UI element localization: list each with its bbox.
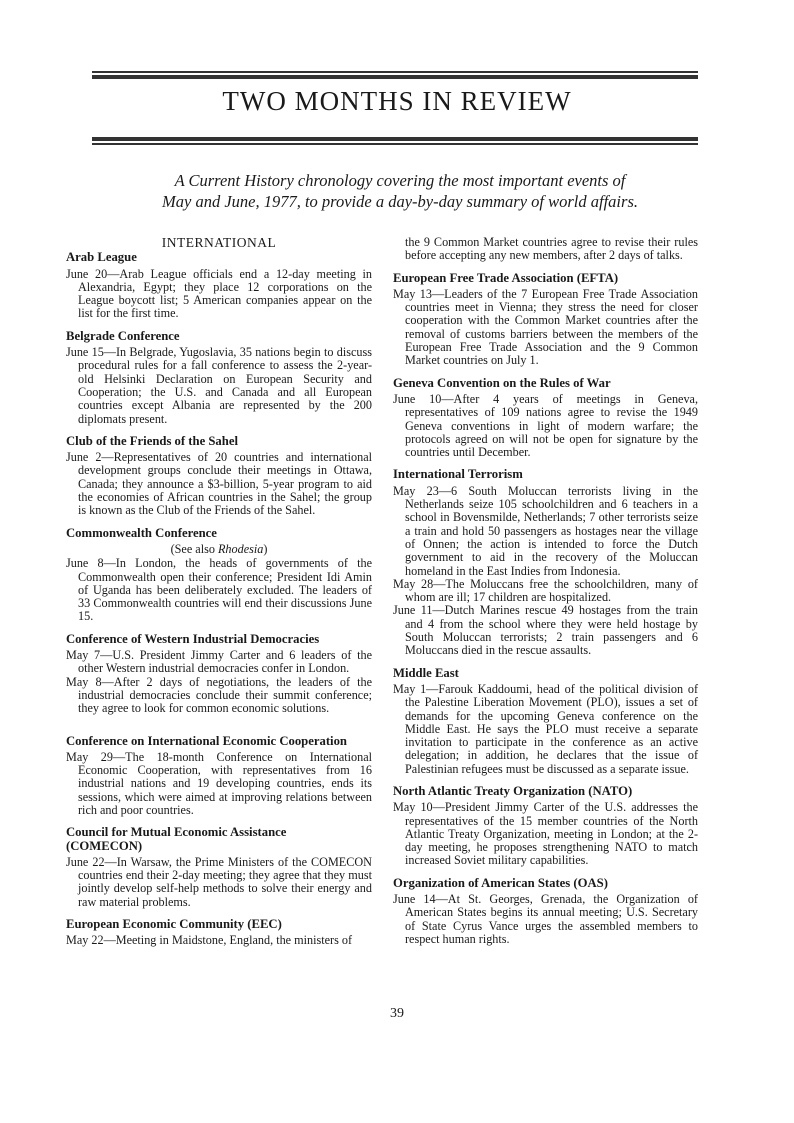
entry-efta-1: May 13—Leaders of the 7 European Free Trade Association countries meet in Vienna; they stress the need for closer cooperation with the Common Market countries after the removal of customs barriers between the members of the European Free Trade Association and the 9 Common Market countries on July 1. <box>393 286 698 368</box>
section-heading: INTERNATIONAL <box>161 235 277 250</box>
entry-western-2: May 8—After 2 days of negotiations, the leaders of the industrial democracies conclude their summit conference; they agree to look for common economic solutions. <box>66 674 372 716</box>
org-heading-eec: European Economic Community (EEC) <box>66 917 282 932</box>
entry-western-1: May 7—U.S. President Jimmy Carter and 6 leaders of the other Western industrial democracies confer in London. <box>66 648 372 676</box>
subtitle-line-2: May and June, 1977, to provide a day-by-day summary of world affairs. <box>162 192 638 211</box>
right-column <box>393 236 698 946</box>
entry-comecon-1: June 22—In Warsaw, the Prime Ministers of the COMECON countries end their 2-day meeting; they agree that they must jointly develop self-help methods to solve their energy and raw material problems. <box>66 854 372 909</box>
bottom-rule-thin <box>92 143 698 145</box>
page-title: TWO MONTHS IN REVIEW <box>222 86 572 116</box>
org-heading-sahel: Club of the Friends of the Sahel <box>66 433 238 448</box>
org-heading-terrorism: International Terrorism <box>393 467 523 482</box>
org-heading-comecon <box>66 826 372 853</box>
org-heading-comecon-name: Council for Mutual Economic Assistance <box>66 825 287 840</box>
page-number: 39 <box>390 1006 404 1021</box>
org-heading-commonwealth: Commonwealth Conference <box>66 525 217 540</box>
entry-terrorism-3: June 11—Dutch Marines rescue 49 hostages from the train and 4 from the school where they were held hostage by South Moluccan terrorists; 2 train passengers and 6 Moluccans died in the rescue assaults. <box>393 603 698 658</box>
subtitle-line-1: A Current History chronology covering the most important events of <box>174 171 626 190</box>
subtitle <box>100 170 700 212</box>
org-heading-middle-east: Middle East <box>393 665 459 680</box>
entry-middle-east-1: May 1—Farouk Kaddoumi, head of the political division of the Palestine Liberation Movement (PLO), issues a set of demands for the upcoming Geneva conference on the Middle East. He says the PLO must receive a separate invitation to participate in the conference as an active delegation; in addition, he declares that the issue of Palestinian refugees must be discussed as a separate issue. <box>393 681 698 776</box>
org-heading-comecon-sub: (COMECON) <box>66 838 143 853</box>
entry-sahel-1: June 2—Representatives of 20 countries and international development groups conclude their meetings in Ottawa, Canada; they announce a $3-billion, 5-year program to aid the economies of African countries in the Sahel; the group is known as the Club of the Friends of the Sahel. <box>66 450 372 518</box>
entry-eec-continued: the 9 Common Market countries agree to revise their rules before accepting any new members, after 2 days of talks. <box>405 235 698 263</box>
top-rule-thick <box>92 75 698 79</box>
entry-oas-1: June 14—At St. Georges, Grenada, the Organization of American States begins its annual meeting; U.S. Secretary of State Cyrus Vance urges the assembled members to respect human rights. <box>393 892 698 946</box>
spacer <box>66 716 372 726</box>
org-heading-oas: Organization of American States (OAS) <box>393 875 608 890</box>
org-heading-efta: European Free Trade Association (EFTA) <box>393 270 619 285</box>
top-rule-thin <box>92 71 698 73</box>
entry-geneva-1: June 10—After 4 years of meetings in Geneva, representatives of 109 nations agree to revise the 1949 Geneva conventions in light of modern warfare; the protocols agreed on will not be open for signature by the countries until December. <box>393 391 698 460</box>
org-heading-ciec: Conference on International Economic Cooperation <box>66 733 347 748</box>
org-heading-nato: North Atlantic Treaty Organization (NATO) <box>393 783 633 798</box>
entry-ciec-1: May 29—The 18-month Conference on International Economic Cooperation, with representatives from 16 industrial nations and 19 developing countries, ends its sessions, which were aimed at improving relations between rich and poor countries. <box>66 749 372 817</box>
org-heading-arab-league: Arab League <box>66 250 137 265</box>
entry-nato-1: May 10—President Jimmy Carter of the U.S. addresses the representatives of the 15 member countries of the North Atlantic Treaty Organization, meeting in London; at the 2-day meeting, he proposes strengthening NATO to match increased Soviet military capabilities. <box>393 800 698 868</box>
entry-terrorism-2: May 28—The Moluccans free the schoolchildren, many of whom are ill; 17 children are hospitalized. <box>393 576 698 605</box>
left-column <box>66 236 372 948</box>
org-heading-western-democracies: Conference of Western Industrial Democracies <box>66 631 320 646</box>
see-also-suffix: ) <box>263 541 268 556</box>
bottom-rule-thick <box>92 137 698 141</box>
entry-belgrade-1: June 15—In Belgrade, Yugoslavia, 35 nations begin to discuss procedural rules for a fall conference to assess the 2-year-old Helsinki Declaration on European Security and Cooperation; the U.S. and Canada and all European countries except Albania are represented by the 200 diplomats present. <box>66 345 372 426</box>
entry-terrorism-1: May 23—6 South Moluccan terrorists living in the Netherlands seize 105 schoolchildren and 6 teachers in a school in Bovensmilde, Netherlands; 7 other terrorists seize a train and hold 50 passengers as hostages near the village of Onnen; the action is intended to force the Dutch government to aid in the recovery of the Moluccan homeland in the East Indies from Indonesia. <box>393 483 698 578</box>
entry-commonwealth-1: June 8—In London, the heads of governments of the Commonwealth open their conference; President Idi Amin of Uganda has been deliberately excluded. The leaders of 33 Commonwealth countries will end their discussions June 15. <box>66 556 372 624</box>
see-also-ref: Rhodesia <box>217 541 264 556</box>
org-heading-belgrade: Belgrade Conference <box>66 328 180 343</box>
see-also-note <box>66 543 372 556</box>
see-also-prefix: (See also <box>170 541 218 556</box>
org-heading-geneva: Geneva Convention on the Rules of War <box>393 375 611 390</box>
entry-arab-league-1: June 20—Arab League officials end a 12-day meeting in Alexandria, Egypt; they place 12 corporations on the League boycott list; 5 American companies appear on the list for the first time. <box>66 266 372 321</box>
entry-eec-1: May 22—Meeting in Maidstone, England, the ministers of <box>66 933 353 948</box>
